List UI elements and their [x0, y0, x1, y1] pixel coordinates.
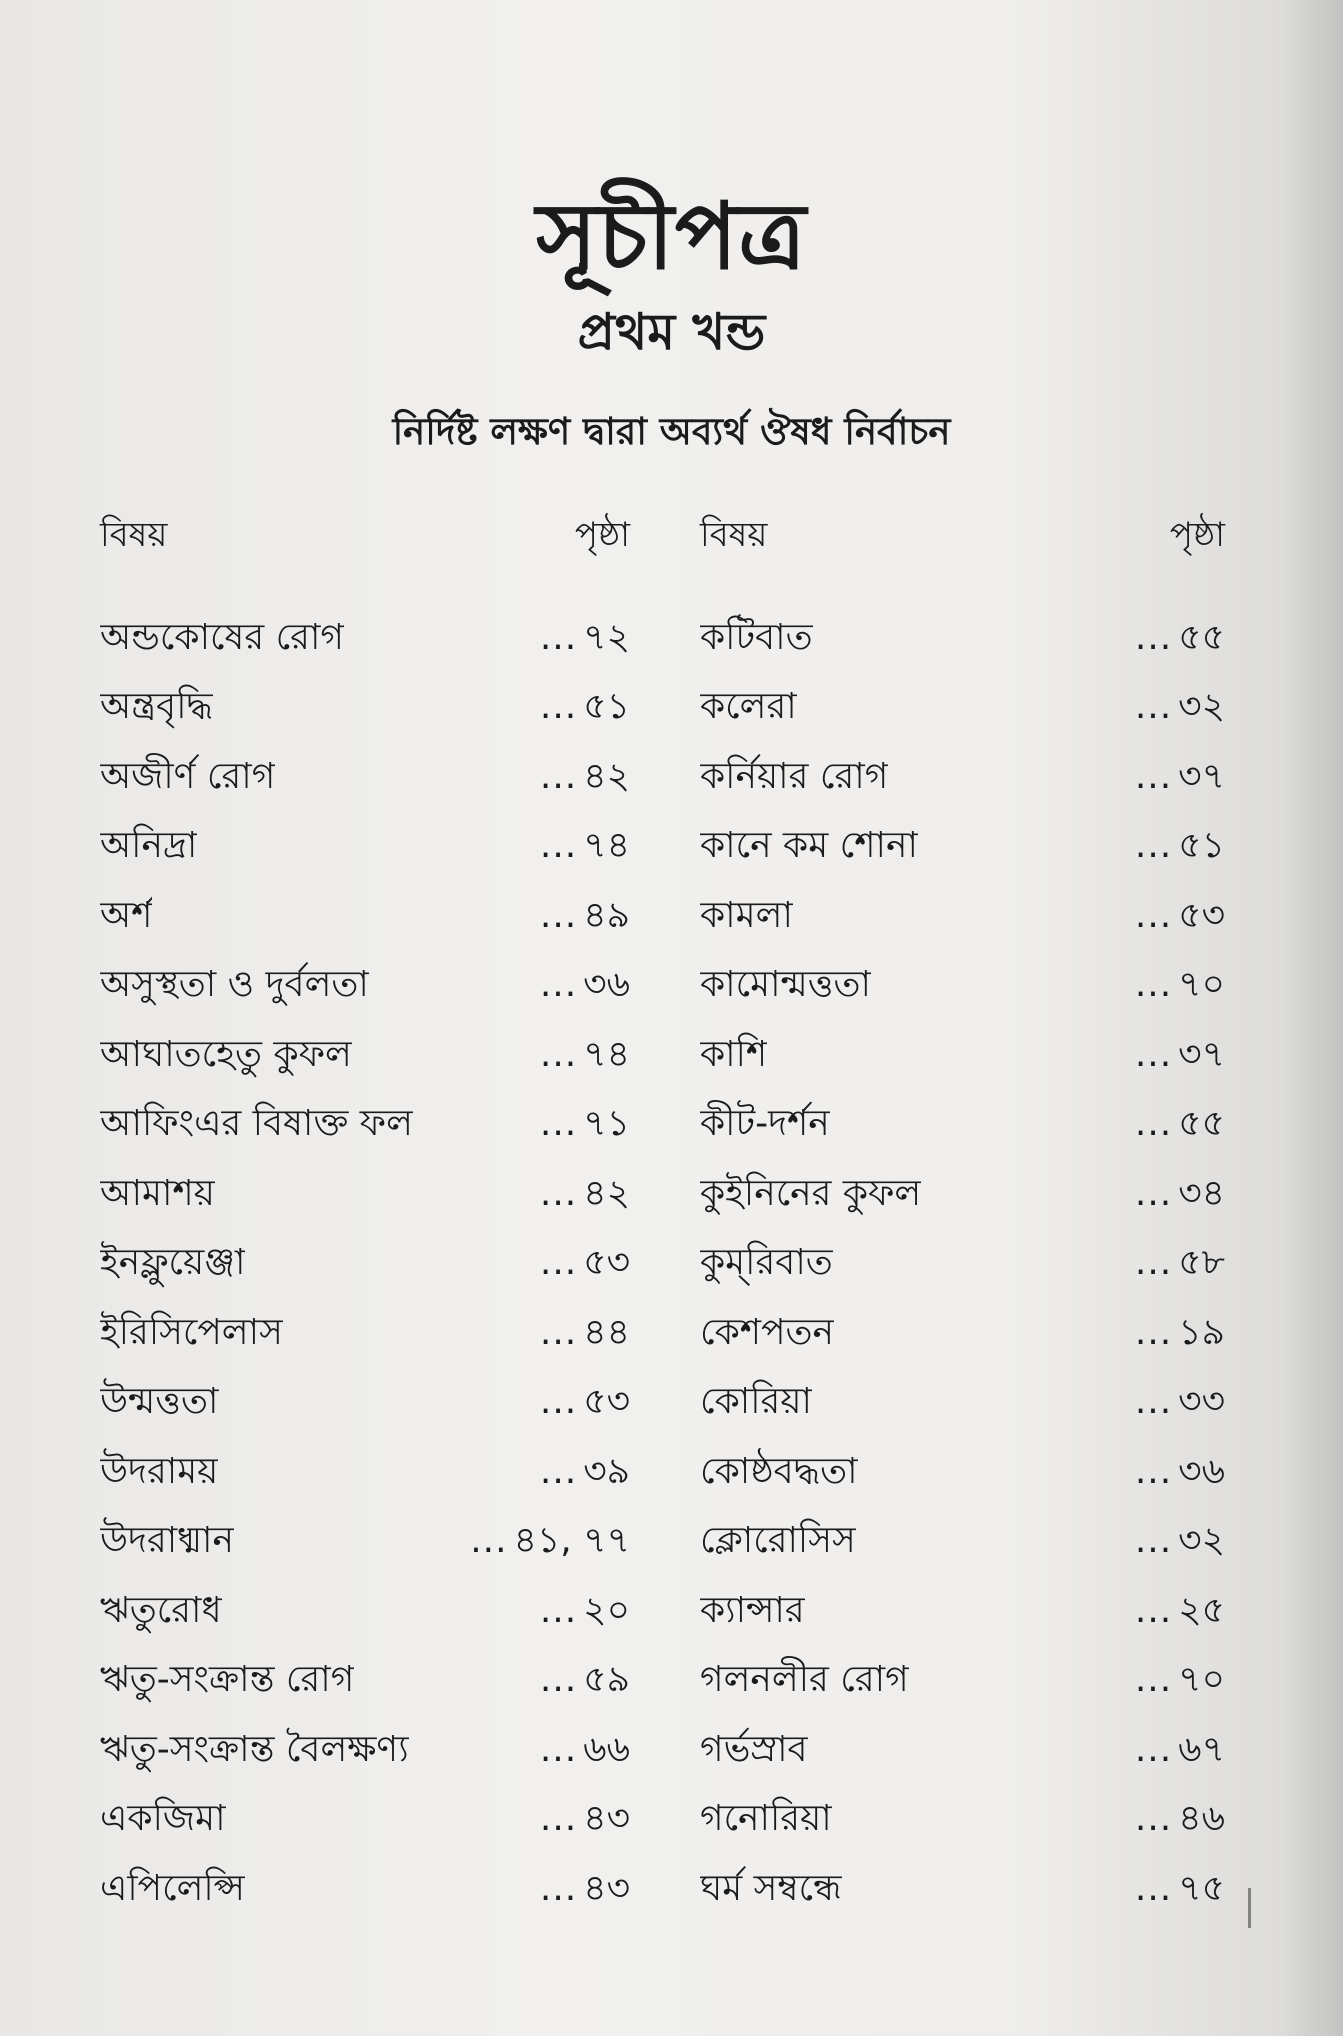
entry-page	[510, 1722, 630, 1782]
entry-topic: উদরাধ্মান	[100, 1520, 234, 1562]
entry-topic: অন্ত্রবৃদ্ধি	[100, 686, 213, 728]
toc-entry	[700, 883, 1225, 953]
toc-entry	[100, 1231, 630, 1301]
leader-dots: ...	[539, 894, 578, 936]
entry-page	[510, 749, 630, 809]
leader-dots: ...	[539, 686, 578, 728]
right-entry-list	[700, 605, 1225, 1926]
toc-entry	[100, 744, 630, 814]
entry-topic: অন্ডকোষের রোগ	[100, 616, 345, 658]
toc-entry	[700, 1787, 1225, 1857]
toc-entry	[100, 1439, 630, 1509]
page-column-label: পৃষ্ঠা	[1169, 515, 1225, 555]
entry-topic: ক্লোরোসিস	[700, 1520, 856, 1562]
toc-entry	[700, 814, 1225, 884]
entry-page	[1105, 1166, 1225, 1226]
leader-dots: ...	[539, 1033, 578, 1075]
entry-page	[510, 679, 630, 739]
entry-page	[1105, 1444, 1225, 1504]
toc-entry	[100, 1161, 630, 1231]
entry-page	[1105, 818, 1225, 878]
page-number: ২০	[583, 1589, 630, 1631]
entry-topic: গলনলীর রোগ	[700, 1659, 909, 1701]
leader-dots: ...	[1134, 1589, 1173, 1631]
toc-entry	[700, 953, 1225, 1023]
toc-entry	[700, 1578, 1225, 1648]
page-number: ১৯	[1178, 1311, 1225, 1353]
page-number: ৬৬	[583, 1728, 630, 1770]
entry-topic: কুইনিনের কুফল	[700, 1172, 922, 1214]
entry-topic: কলেরা	[700, 686, 797, 728]
page-number: ৩৯	[583, 1450, 630, 1492]
toc-entry	[100, 675, 630, 745]
entry-topic: কাশি	[700, 1033, 768, 1075]
leader-dots: ...	[1134, 1242, 1173, 1284]
toc-entry	[700, 1022, 1225, 1092]
entry-page	[510, 1305, 630, 1365]
entry-topic: কানে কম শোনা	[700, 825, 918, 867]
page-number: ৪৩	[583, 1798, 630, 1840]
left-column-header	[100, 505, 630, 565]
toc-entry	[100, 814, 630, 884]
entry-page	[1105, 1374, 1225, 1434]
section-heading: নির্দিষ্ট লক্ষণ দ্বারা অব্যর্থ ঔষধ নির্বাচন	[392, 410, 951, 453]
page-column-label: পৃষ্ঠা	[574, 515, 630, 555]
entry-page	[1105, 610, 1225, 670]
page-number: ৩২	[1178, 1520, 1225, 1562]
entry-topic: অর্শ	[100, 894, 153, 936]
page-number: ৩৭	[1178, 755, 1225, 797]
entry-topic: কোষ্ঠবদ্ধতা	[700, 1450, 858, 1492]
entry-topic: কর্নিয়ার রোগ	[700, 755, 889, 797]
page-number: ৫৩	[583, 1381, 630, 1423]
entry-page	[1105, 679, 1225, 739]
entry-topic: আমাশয়	[100, 1172, 215, 1214]
leader-dots: ...	[539, 1728, 578, 1770]
toc-entry	[700, 1717, 1225, 1787]
page-number: ৪২	[583, 755, 630, 797]
entry-topic: ঋতু-সংক্রান্ত বৈলক্ষণ্য	[100, 1728, 409, 1770]
page-number: ৭৪	[583, 825, 630, 867]
toc-entry	[100, 1648, 630, 1718]
leader-dots: ...	[1134, 755, 1173, 797]
entry-page	[1105, 1652, 1225, 1712]
left-entry-list	[100, 605, 630, 1926]
toc-entry	[100, 1022, 630, 1092]
page-number: ৩৩	[1178, 1381, 1225, 1423]
entry-topic: কামোন্মত্ততা	[700, 964, 871, 1006]
page-number: ৩৭	[1178, 1033, 1225, 1075]
page-number: ৪২	[583, 1172, 630, 1214]
leader-dots: ...	[1134, 1311, 1173, 1353]
entry-topic: কীট-দর্শন	[700, 1103, 830, 1145]
leader-dots: ...	[1134, 1381, 1173, 1423]
leader-dots: ...	[1134, 1033, 1173, 1075]
toc-entry	[700, 1231, 1225, 1301]
leader-dots: ...	[539, 825, 578, 867]
page-number: ৭০	[1178, 964, 1225, 1006]
entry-page	[470, 1513, 630, 1573]
toc-entry	[700, 1648, 1225, 1718]
entry-page	[510, 1166, 630, 1226]
page-number: ৭১	[583, 1103, 630, 1145]
page-number: ৪৯	[583, 894, 630, 936]
entry-topic: একজিমা	[100, 1798, 226, 1840]
entry-page	[1105, 1027, 1225, 1087]
toc-entry	[700, 1161, 1225, 1231]
entry-topic: ঋতুরোধ	[100, 1589, 222, 1631]
page-number: ৭৪	[583, 1033, 630, 1075]
leader-dots: ...	[539, 1172, 578, 1214]
entry-topic: ঋতু-সংক্রান্ত রোগ	[100, 1659, 355, 1701]
toc-entry	[100, 1300, 630, 1370]
entry-topic: ক্যান্সার	[700, 1589, 805, 1631]
leader-dots: ...	[539, 1450, 578, 1492]
toc-entry	[700, 1439, 1225, 1509]
leader-dots: ...	[539, 1311, 578, 1353]
entry-topic: কামলা	[700, 894, 793, 936]
entry-page	[510, 818, 630, 878]
toc-entry	[100, 1787, 630, 1857]
leader-dots: ...	[1134, 686, 1173, 728]
entry-page	[1105, 1513, 1225, 1573]
page-number: ৫৯	[583, 1659, 630, 1701]
page-number: ৬৭	[1178, 1728, 1225, 1770]
entry-topic: অজীর্ণ রোগ	[100, 755, 276, 797]
leader-dots: ...	[1134, 894, 1173, 936]
entry-page	[1105, 1235, 1225, 1295]
entry-page	[1105, 1722, 1225, 1782]
page-number: ৫৮	[1178, 1242, 1225, 1284]
entry-page	[510, 888, 630, 948]
toc-entry	[100, 605, 630, 675]
entry-topic: এপিলেপ্সি	[100, 1867, 245, 1909]
page-number: ৫৩	[1178, 894, 1225, 936]
entry-topic: কুম্‌রিবাত	[700, 1242, 833, 1284]
leader-dots: ...	[539, 964, 578, 1006]
leader-dots: ...	[1134, 825, 1173, 867]
page-number: ৩২	[1178, 686, 1225, 728]
toc-entry	[100, 953, 630, 1023]
entry-topic: উদরাময়	[100, 1450, 219, 1492]
section-title: প্রথম খন্ড	[577, 303, 766, 361]
leader-dots: ...	[539, 1381, 578, 1423]
page-number: ৭২	[583, 616, 630, 658]
entry-page	[510, 1235, 630, 1295]
entry-topic: অনিদ্রা	[100, 825, 198, 867]
leader-dots: ...	[539, 1589, 578, 1631]
toc-entry	[700, 1300, 1225, 1370]
page-number: ৪১, ৭৭	[513, 1520, 630, 1562]
left-column	[100, 505, 630, 1926]
toc-entry	[100, 1092, 630, 1162]
page-number: ৩৪	[1178, 1172, 1225, 1214]
toc-entry	[700, 675, 1225, 745]
entry-page	[1105, 957, 1225, 1017]
entry-topic: অসুস্থতা ও দুর্বলতা	[100, 964, 369, 1006]
toc-entry	[700, 1509, 1225, 1579]
toc-entry	[700, 1092, 1225, 1162]
entry-topic: কটিবাত	[700, 616, 813, 658]
page-number: ৪৪	[583, 1311, 630, 1353]
toc-entry	[100, 1717, 630, 1787]
page-number: ৪৬	[1178, 1798, 1225, 1840]
entry-page	[510, 1374, 630, 1434]
page-number: ৫৩	[583, 1242, 630, 1284]
entry-topic: উন্মত্ততা	[100, 1381, 219, 1423]
entry-topic: আফিংএর বিষাক্ত ফল	[100, 1103, 413, 1145]
leader-dots: ...	[1134, 616, 1173, 658]
page-number: ২৫	[1178, 1589, 1225, 1631]
page-number: ৫৫	[1178, 616, 1225, 658]
leader-dots: ...	[470, 1520, 508, 1562]
entry-page	[1105, 749, 1225, 809]
entry-page	[1105, 1096, 1225, 1156]
margin-mark	[1248, 1888, 1251, 1928]
leader-dots: ...	[1134, 1450, 1173, 1492]
right-column	[700, 505, 1225, 1926]
leader-dots: ...	[1134, 1867, 1173, 1909]
entry-topic: ঘর্ম সম্বন্ধে	[700, 1867, 842, 1909]
toc-entry	[100, 1578, 630, 1648]
toc-entry	[100, 883, 630, 953]
toc-entry	[700, 744, 1225, 814]
leader-dots: ...	[1134, 1659, 1173, 1701]
entry-page	[510, 1096, 630, 1156]
entry-topic: কোরিয়া	[700, 1381, 812, 1423]
leader-dots: ...	[1134, 1728, 1173, 1770]
entry-topic: গনোরিয়া	[700, 1798, 832, 1840]
entry-page	[510, 1652, 630, 1712]
leader-dots: ...	[539, 1242, 578, 1284]
topic-column-label: বিষয়	[100, 515, 168, 555]
leader-dots: ...	[1134, 1172, 1173, 1214]
leader-dots: ...	[539, 755, 578, 797]
leader-dots: ...	[539, 1659, 578, 1701]
leader-dots: ...	[1134, 1798, 1173, 1840]
entry-topic: কেশপতন	[700, 1311, 835, 1353]
page-number: ৫১	[583, 686, 630, 728]
toc-entry	[100, 1856, 630, 1926]
toc-entry	[100, 1509, 630, 1579]
toc-entry	[700, 1856, 1225, 1926]
toc-entry	[700, 605, 1225, 675]
entry-page	[1105, 1583, 1225, 1643]
page-number: ৫৫	[1178, 1103, 1225, 1145]
toc-entry	[100, 1370, 630, 1440]
leader-dots: ...	[1134, 1103, 1173, 1145]
entry-page	[1105, 1305, 1225, 1365]
entry-topic: ইরিসিপেলাস	[100, 1311, 283, 1353]
page-number: ৩৬	[1178, 1450, 1225, 1492]
entry-page	[510, 1027, 630, 1087]
entry-topic: আঘাতহেতু কুফল	[100, 1033, 352, 1075]
entry-page	[510, 1583, 630, 1643]
page-number: ৩৬	[583, 964, 630, 1006]
page-number: ৪৩	[583, 1867, 630, 1909]
toc-entry	[700, 1370, 1225, 1440]
page-number: ৫১	[1178, 825, 1225, 867]
entry-topic: গর্ভস্রাব	[700, 1728, 808, 1770]
leader-dots: ...	[539, 1103, 578, 1145]
leader-dots: ...	[539, 1798, 578, 1840]
entry-page	[510, 1861, 630, 1921]
entry-page	[1105, 1861, 1225, 1921]
entry-page	[1105, 1791, 1225, 1851]
page-title: সূচীপত্র	[536, 183, 807, 290]
leader-dots: ...	[539, 1867, 578, 1909]
topic-column-label: বিষয়	[700, 515, 768, 555]
entry-page	[510, 957, 630, 1017]
entry-page	[510, 1791, 630, 1851]
entry-topic: ইনফ্লুয়েঞ্জা	[100, 1242, 246, 1284]
leader-dots: ...	[1134, 1520, 1173, 1562]
entry-page	[510, 1444, 630, 1504]
leader-dots: ...	[1134, 964, 1173, 1006]
leader-dots: ...	[539, 616, 578, 658]
right-column-header	[700, 505, 1225, 565]
page-number: ৭৫	[1178, 1867, 1225, 1909]
page-number: ৭০	[1178, 1659, 1225, 1701]
entry-page	[1105, 888, 1225, 948]
entry-page	[510, 610, 630, 670]
